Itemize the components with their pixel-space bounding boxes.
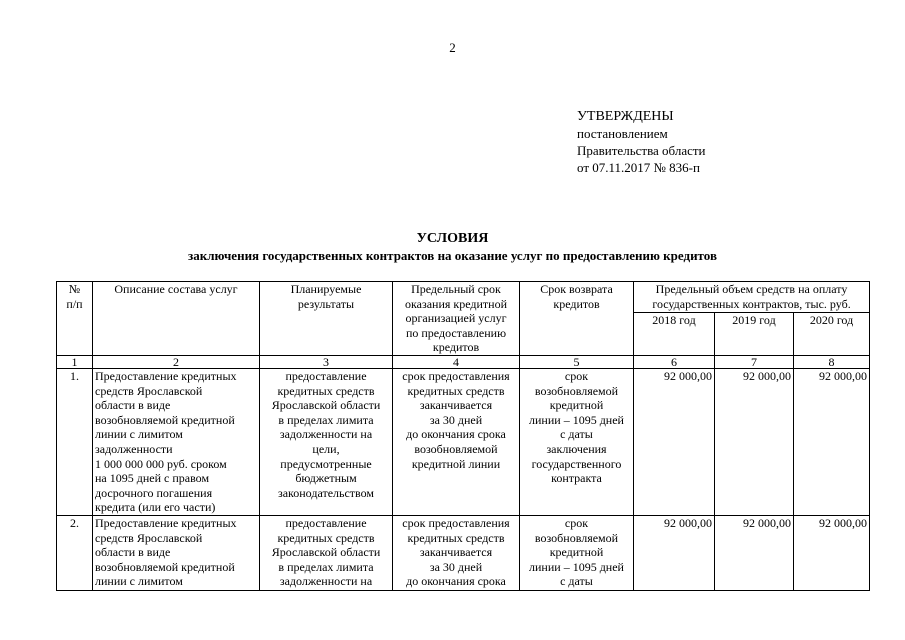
planned-results: предоставление кредитных средств Ярославской области в пределах лимита задолженности на (260, 515, 393, 590)
column-number: 3 (260, 355, 393, 368)
header-cell-description: Описание состава услуг (93, 282, 260, 356)
table-row (57, 515, 870, 590)
provision-term: срок предоставления кредитных средств заканчивается за 30 дней до окончания срока (393, 515, 520, 590)
column-number: 4 (393, 355, 520, 368)
column-number: 8 (794, 355, 870, 368)
column-number: 6 (634, 355, 715, 368)
header-cell-2019: 2019 год (715, 312, 794, 355)
header-cell-2018: 2018 год (634, 312, 715, 355)
service-description: Предоставление кредитных средств Ярославской области в виде возобновляемой кредитной линии с лимитом задолженности 1 000 000 000 руб. сроком на 1095 дней с правом досрочного погашения кредита (или его части) (93, 368, 260, 515)
approval-heading: УТВЕРЖДЕНЫ (577, 109, 674, 124)
table-row (57, 368, 870, 515)
document-title (0, 230, 905, 264)
service-description: Предоставление кредитных средств Ярославской области в виде возобновляемой кредитной линии с лимитом (93, 515, 260, 590)
return-term: срок возобновляемой кредитной линии – 1095 дней с даты заключения государственного контракта (520, 368, 634, 515)
header-cell-return: Срок возврата кредитов (520, 282, 634, 356)
approval-line: Правительства области (577, 143, 706, 158)
title-main: УСЛОВИЯ (416, 231, 489, 246)
amount-2019: 92 000,00 (715, 515, 794, 590)
column-number: 2 (93, 355, 260, 368)
column-number-row (57, 355, 870, 368)
header-cell-term: Предельный срок оказания кредитной организацией услуг по предоставлению кредитов (393, 282, 520, 356)
column-number: 1 (57, 355, 93, 368)
conditions-table (56, 281, 870, 591)
page-number: 2 (449, 40, 456, 55)
provision-term: срок предоставления кредитных средств заканчивается за 30 дней до окончания срока возобновляемой кредитной линии (393, 368, 520, 515)
header-cell-results: Планируемые результаты (260, 282, 393, 356)
header-cell-num: № п/п (57, 282, 93, 356)
amount-2018: 92 000,00 (634, 515, 715, 590)
header-row (57, 282, 870, 313)
header-cell-2020: 2020 год (794, 312, 870, 355)
title-subtitle: заключения государственных контрактов на оказание услуг по предоставлению кредитов (188, 248, 717, 263)
row-number: 1. (57, 368, 93, 515)
column-number: 5 (520, 355, 634, 368)
approval-line: постановлением (577, 126, 668, 141)
planned-results: предоставление кредитных средств Ярославской области в пределах лимита задолженности на цели, предусмотренные бюджетным законодательством (260, 368, 393, 515)
amount-2018: 92 000,00 (634, 368, 715, 515)
column-number: 7 (715, 355, 794, 368)
amount-2020: 92 000,00 (794, 515, 870, 590)
return-term: срок возобновляемой кредитной линии – 1095 дней с даты (520, 515, 634, 590)
row-number: 2. (57, 515, 93, 590)
header-cell-volume: Предельный объем средств на оплату государственных контрактов, тыс. руб. (634, 282, 870, 313)
approval-stamp (577, 108, 706, 176)
approval-date-line: от 07.11.2017 № 836-п (577, 160, 700, 175)
amount-2020: 92 000,00 (794, 368, 870, 515)
amount-2019: 92 000,00 (715, 368, 794, 515)
